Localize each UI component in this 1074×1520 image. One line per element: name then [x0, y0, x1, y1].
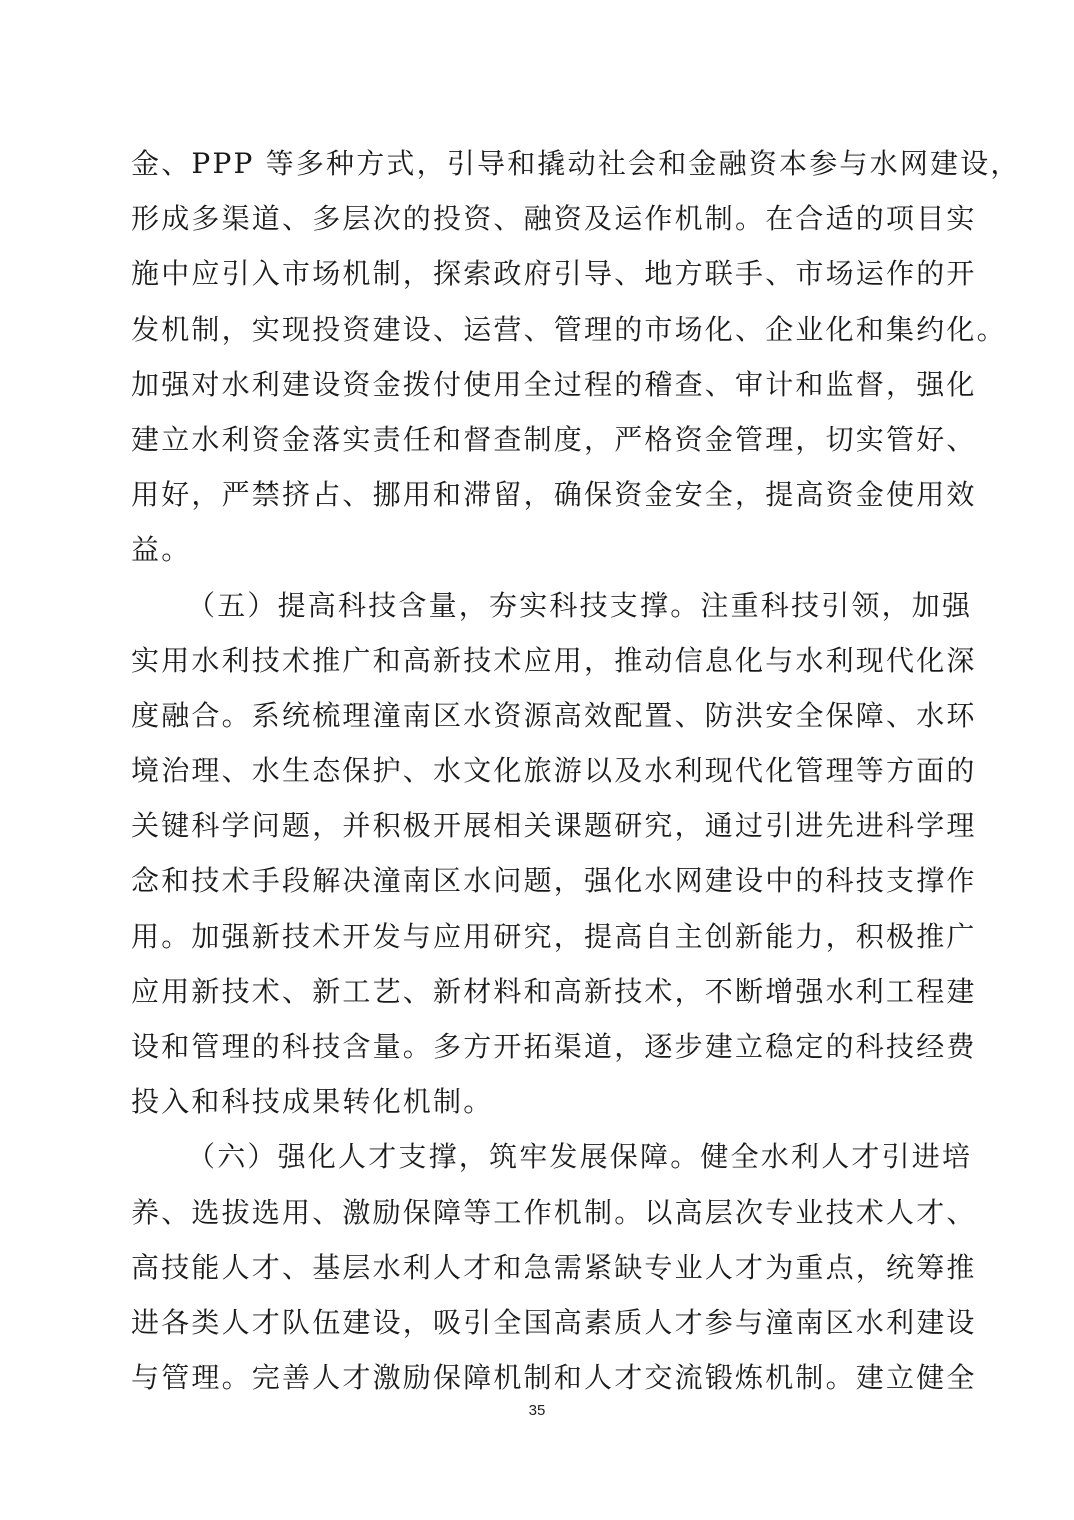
text-line: 养、选拔选用、激励保障等工作机制。以高层次专业技术人才、: [131, 1195, 977, 1229]
text-line: 加强对水利建设资金拨付使用全过程的稽查、审计和监督，强化: [131, 367, 977, 401]
text-line: 投入和科技成果转化机制。: [131, 1085, 494, 1119]
body-text: [131, 136, 1021, 1405]
text-line: 与管理。完善人才激励保障机制和人才交流锻炼机制。建立健全: [131, 1361, 977, 1395]
text-line: 用。加强新技术开发与应用研究，提高自主创新能力，积极推广: [131, 919, 977, 953]
text-line: 高技能人才、基层水利人才和急需紧缺专业人才为重点，统筹推: [131, 1250, 977, 1284]
text-line: 念和技术手段解决潼南区水问题，强化水网建设中的科技支撑作: [131, 864, 977, 898]
text-line: 益。: [131, 533, 192, 567]
text-line: 度融合。系统梳理潼南区水资源高效配置、防洪安全保障、水环: [131, 698, 977, 732]
text-line: （六）强化人才支撑，筑牢发展保障。健全水利人才引进培: [187, 1140, 973, 1174]
text-line: 实用水利技术推广和高新技术应用，推动信息化与水利现代化深: [131, 643, 977, 677]
text-line: 发机制，实现投资建设、运营、管理的市场化、企业化和集约化。: [131, 312, 1007, 346]
text-line: 进各类人才队伍建设，吸引全国高素质人才参与潼南区水利建设: [131, 1305, 977, 1339]
text-line: 关键科学问题，并积极开展相关课题研究，通过引进先进科学理: [131, 809, 977, 843]
text-line: 应用新技术、新工艺、新材料和高新技术，不断增强水利工程建: [131, 974, 977, 1008]
text-line: 建立水利资金落实责任和督查制度，严格资金管理，切实管好、: [131, 422, 977, 456]
text-line: 境治理、水生态保护、水文化旅游以及水利现代化管理等方面的: [131, 754, 977, 788]
text-line: 金、PPP 等多种方式，引导和撬动社会和金融资本参与水网建设，: [131, 147, 1021, 180]
text-line: 形成多渠道、多层次的投资、融资及运作机制。在合适的项目实: [131, 202, 977, 236]
text-line: 设和管理的科技含量。多方开拓渠道，逐步建立稳定的科技经费: [131, 1030, 977, 1063]
text-line: 施中应引入市场机制，探索政府引导、地方联手、市场运作的开: [131, 257, 977, 291]
text-line: 用好，严禁挤占、挪用和滞留，确保资金安全，提高资金使用效: [131, 478, 977, 512]
text-line: （五）提高科技含量，夯实科技支撑。注重科技引领，加强: [187, 588, 973, 622]
page-number: 35: [528, 1402, 546, 1419]
